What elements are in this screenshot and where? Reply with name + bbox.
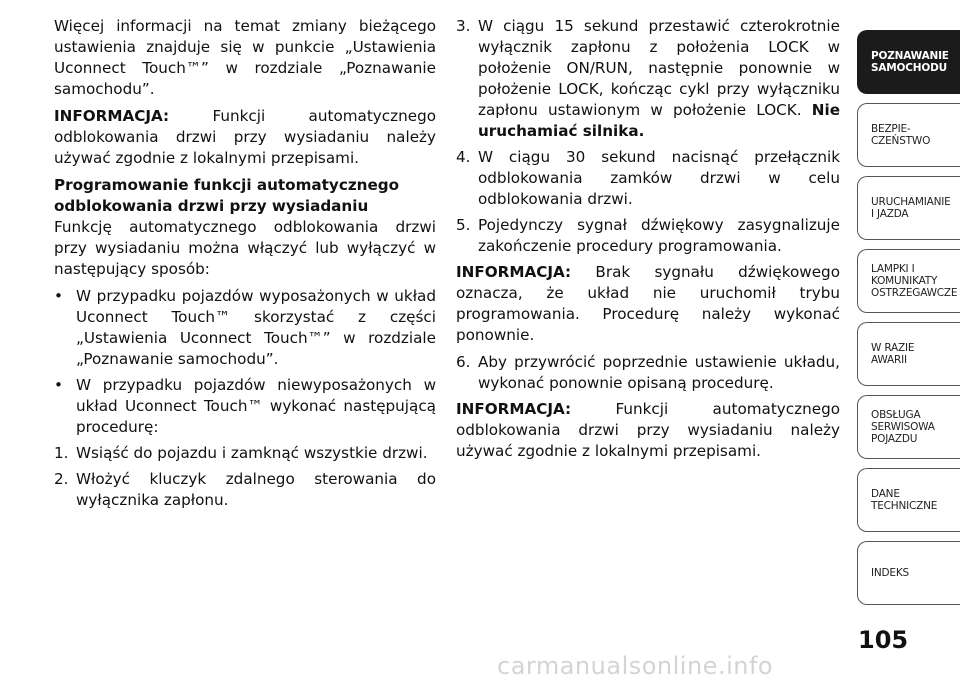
section-heading: [54, 175, 436, 217]
note-text: Funkcji automatycznego odblokowania drzwi przy wysiadaniu należy używać zgodnie z lokalnymi przepisami.: [54, 107, 436, 167]
step-item: [456, 352, 840, 394]
note-label: INFORMACJA:: [456, 263, 572, 281]
tab-label: DANE TECHNICZNE: [871, 488, 938, 512]
step-item: [456, 215, 840, 257]
right-column: [456, 16, 840, 468]
tab-poznawanie-samochodu[interactable]: [857, 30, 960, 94]
note-text: Funkcji automatycznego odblokowania drzwi przy wysiadaniu należy używać zgodnie z lokalnymi przepisami.: [456, 400, 840, 460]
left-column: [54, 16, 436, 516]
step-text: W ciągu 15 sekund przestawić czterokrotnie wyłącznik zapłonu z położenia LOCK w położenie ON/RUN, następnie ponownie w położenie LOCK, kończąc cykl przy wyłączniku zapłonu ustawionym w położenie LOCK.: [478, 17, 840, 119]
section-heading-line2: odblokowania drzwi przy wysiadaniu: [54, 197, 369, 215]
tab-label: LAMPKI I KOMUNIKATY OSTRZEGAWCZE: [871, 263, 958, 299]
tab-label: BEZPIE- CZEŃSTWO: [871, 123, 931, 147]
tab-label: W RAZIE AWARII: [871, 342, 915, 366]
step-number: 5.: [456, 216, 471, 234]
tab-uruchamianie-i-jazda[interactable]: [857, 176, 960, 240]
paragraph-intro: Funkcję automatycznego odblokowania drzwi przy wysiadaniu można włączyć lub wyłączyć w następujący sposób:: [54, 218, 436, 278]
tab-obsluga-serwisowa[interactable]: [857, 395, 960, 459]
bullet-item: • W przypadku pojazdów niewyposażonych w układ Uconnect Touch™ wykonać następującą procedurę:: [54, 376, 436, 436]
tab-w-razie-awarii[interactable]: [857, 322, 960, 386]
bullet-text: W przypadku pojazdów wyposażonych w układ Uconnect Touch™ skorzystać z części „Ustawienia Uconnect Touch™” w rozdziale „Poznawanie samochodu”.: [76, 287, 436, 368]
step-text: Wsiąść do pojazdu i zamknąć wszystkie drzwi.: [76, 444, 428, 462]
paragraph-settings-ref: Więcej informacji na temat zmiany bieżącego ustawienia znajduje się w punkcie „Ustawienia Uconnect Touch™” w rozdziale „Poznawanie samochodu”.: [54, 17, 436, 98]
tab-label: INDEKS: [871, 567, 910, 579]
step-text: Aby przywrócić poprzednie ustawienie układu, wykonać ponownie opisaną procedurę.: [478, 353, 840, 392]
section-heading-line1: Programowanie funkcji automatycznego: [54, 176, 400, 194]
chapter-tabs: [857, 30, 960, 614]
note-2: [456, 262, 840, 346]
step-number: 2.: [54, 470, 69, 488]
step-number: 3.: [456, 17, 471, 35]
step-number: 4.: [456, 148, 471, 166]
step-text: Włożyć kluczyk zdalnego sterowania do wyłącznika zapłonu.: [76, 470, 436, 509]
page-number: 105: [858, 626, 909, 654]
step-number: 6.: [456, 353, 471, 371]
note-1: [54, 106, 436, 169]
bullet-item: • W przypadku pojazdów wyposażonych w układ Uconnect Touch™ skorzystać z części „Ustawienia Uconnect Touch™” w rozdziale „Poznawanie samochodu”.: [54, 287, 436, 368]
watermark: carmanualsonline.info: [497, 652, 774, 680]
tab-label: URUCHAMIANIE I JAZDA: [871, 196, 951, 220]
tab-lampki-i-komunikaty[interactable]: [857, 249, 960, 313]
note-label: INFORMACJA:: [456, 400, 572, 418]
bullet-text: W przypadku pojazdów niewyposażonych w układ Uconnect Touch™ wykonać następującą procedurę:: [76, 376, 436, 436]
note-label: INFORMACJA:: [54, 107, 170, 125]
step-item: [54, 443, 436, 464]
tab-dane-techniczne[interactable]: [857, 468, 960, 532]
note-text: Brak sygnału dźwiękowego oznacza, że układ nie uruchomił trybu programowania. Procedurę należy wykonać ponownie.: [456, 263, 840, 344]
step-text: W ciągu 30 sekund nacisnąć przełącznik odblokowania zamków drzwi w celu odblokowania drzwi.: [478, 148, 840, 208]
step-number: 1.: [54, 444, 69, 462]
step-text: Pojedynczy sygnał dźwiękowy zasygnalizuje zakończenie procedury programowania.: [478, 216, 840, 255]
note-3: [456, 399, 840, 462]
step-item: [54, 469, 436, 511]
tab-label: POZNAWANIE SAMOCHODU: [871, 50, 949, 74]
tab-bezpieczenstwo[interactable]: [857, 103, 960, 167]
step-item: [456, 147, 840, 210]
step-warning: Nie uruchamiać silnika.: [478, 101, 840, 140]
step-item: [456, 16, 840, 142]
tab-label: OBSŁUGA SERWISOWA POJAZDU: [871, 409, 935, 445]
tab-indeks[interactable]: [857, 541, 960, 605]
